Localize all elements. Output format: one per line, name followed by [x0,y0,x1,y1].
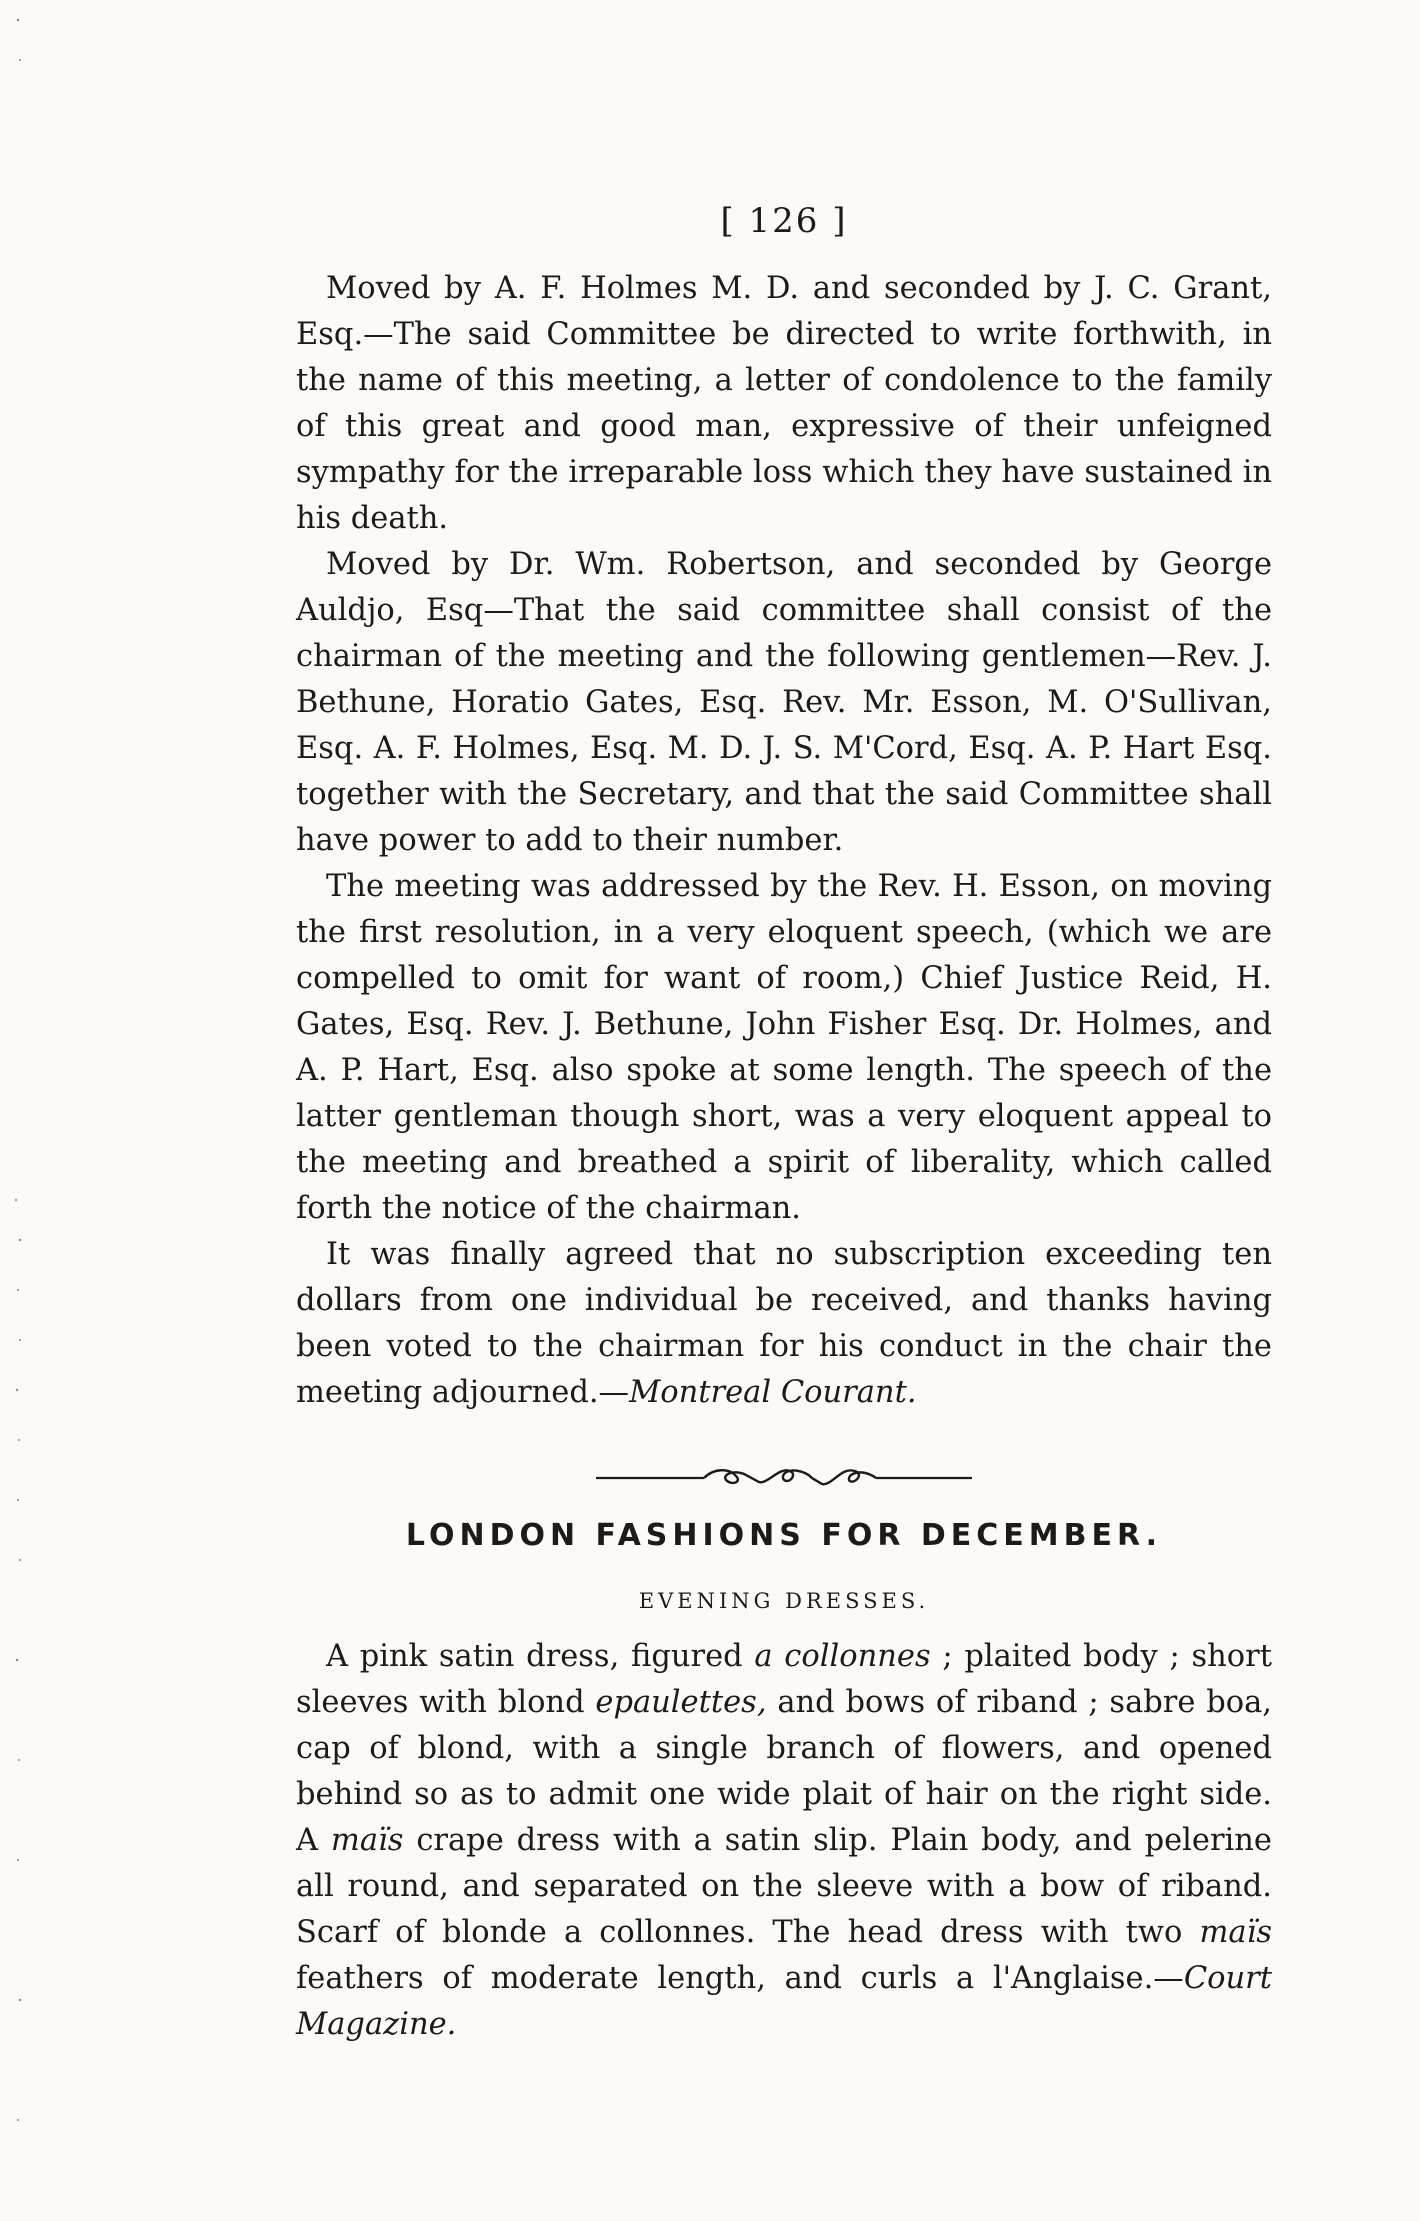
text-run: A pink satin dress, figured [326,1639,755,1674]
ornament-divider-icon [594,1462,974,1492]
text-run: and bows of riband ; sabre boa, cap of blond, with a single branch of flowers, and opened behind so as to admit one wide plait of hair on the right side. A [296,1685,1272,1858]
book-page [296,200,1272,2048]
text-run: ; plaited body ; short sleeves with blond [296,1639,1272,1720]
italic-text: a collonnes [754,1639,931,1674]
text-run: It was finally agreed that no subscription exceeding ten dollars from one individual be received, and thanks having been voted to the chairman for his conduct in the chair the meeting adjourned.— [296,1237,1272,1410]
text-run: feathers of moderate length, and curls a l'Anglaise.— [296,1961,1184,1996]
section-title: LONDON FASHIONS FOR DECEMBER. [405,1518,1163,1553]
fashion-article [296,1634,1272,2048]
italic-text: maïs [1199,1915,1272,1950]
paragraph [296,542,1272,864]
italic-text: Court Magazine. [296,1961,1272,2042]
subsection-title: EVENING DRESSES. [638,1589,930,1613]
text-run: The meeting was addressed by the Rev. H. Esson, on moving the first resolution, in a very eloquent speech, (which we are compelled to omit for want of room,) Chief Justice Reid, H. Gates, Esq. Rev. J. Bethune, John Fisher Esq. Dr. Holmes, and A. P. Hart, Esq. also spoke at some length. The speech of the latter gentleman though short, was a very eloquent appeal to the meeting and breathed a spirit of liberality, which called forth the notice of the chairman. [296,869,1272,1226]
italic-text: maïs [330,1823,404,1858]
paragraph [296,266,1272,542]
margin-specks-icon [8,0,48,2221]
text-run: Moved by A. F. Holmes M. D. and seconded by J. C. Grant, Esq.—The said Committee be directed to write forthwith, in the name of this meeting, a letter of condolence to the family of this great and good man, expressive of their unfeigned sympathy for the irreparable loss which they have sustained in his death. [296,271,1272,536]
text-run: Moved by Dr. Wm. Robertson, and seconded by George Auldjo, Esq—That the said committee shall consist of the chairman of the meeting and the following gentlemen—Rev. J. Bethune, Horatio Gates, Esq. Rev. Mr. Esson, M. O'Sullivan, Esq. A. F. Holmes, Esq. M. D. J. S. M'Cord, Esq. A. P. Hart Esq. together with the Secretary, and that the said Committee shall have power to add to their number. [296,547,1272,858]
page-number: [ 126 ] [720,201,848,241]
paragraph [296,864,1272,1232]
italic-text: Montreal Courant. [629,1375,917,1410]
meeting-report [296,266,1272,1416]
paragraph [296,1634,1272,2048]
italic-text: epaulettes, [595,1685,767,1720]
text-run: crape dress with a satin slip. Plain body, and pelerine all round, and separated on the sleeve with a bow of riband. Scarf of blonde a collonnes. The head dress with two [296,1823,1272,1950]
paragraph [296,1232,1272,1416]
